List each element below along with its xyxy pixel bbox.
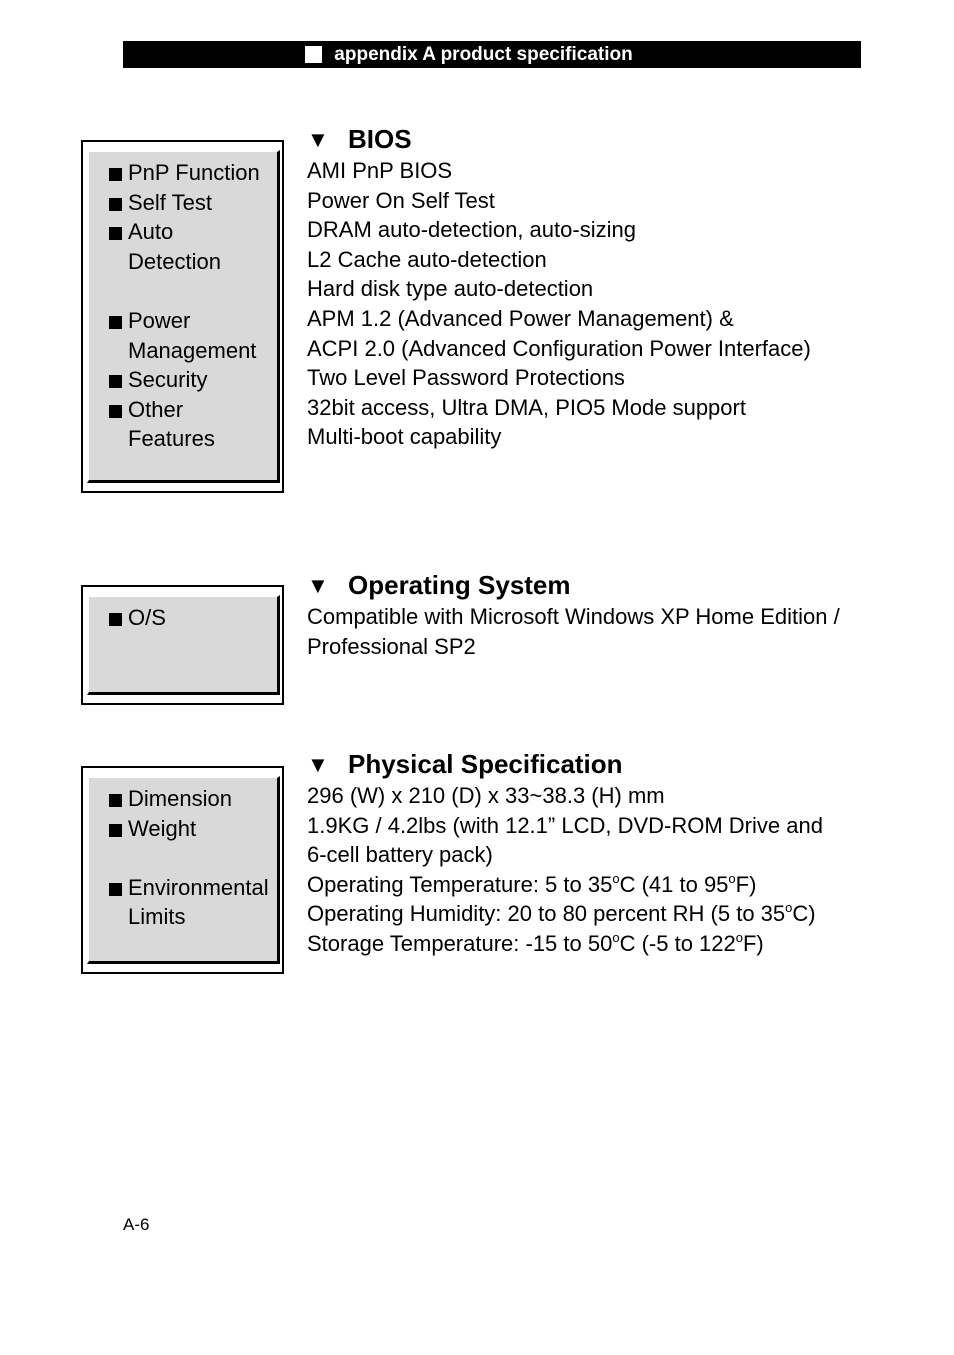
- os-side-box: [81, 585, 284, 705]
- os-side-panel: [87, 595, 280, 695]
- os-lines: [307, 602, 867, 661]
- bios-side-box: [81, 140, 284, 493]
- side-item: [108, 395, 298, 454]
- spec-line: 6-cell battery pack): [307, 842, 493, 868]
- spec-line: Storage Temperature: -15 to 50$^o$C (-5 to 122$^o$F): [307, 929, 764, 956]
- bios-side-panel: [87, 150, 280, 483]
- square-bullet-icon: [109, 168, 122, 181]
- side-item-label: Self Test: [128, 189, 212, 215]
- square-bullet-icon: [109, 824, 122, 837]
- bios-title: BIOS: [348, 124, 412, 154]
- os-title: Operating System: [348, 570, 571, 600]
- physical-side-panel: [87, 776, 280, 964]
- side-item: [108, 843, 298, 873]
- side-item: [108, 276, 298, 306]
- side-item-label: PnP Function: [128, 160, 260, 185]
- spec-line: Operating Temperature: 5 to 35$^o$C (41 to 95$^o$F): [307, 870, 757, 897]
- side-item: [108, 873, 298, 932]
- physical-section: [307, 748, 867, 959]
- triangle-down-icon: ▼: [307, 752, 329, 777]
- side-item-label: Power Management: [128, 307, 257, 363]
- spec-line: 32bit access, Ultra DMA, PIO5 Mode support: [307, 394, 746, 420]
- spec-line: Compatible with Microsoft Windows XP Home Edition /: [307, 604, 840, 629]
- degree-mark: o: [612, 929, 620, 945]
- spec-line: Hard disk type auto-detection: [307, 276, 594, 302]
- spec-line: Two Level Password Protections: [307, 365, 625, 391]
- physical-heading: [307, 748, 867, 781]
- side-item-label: Security: [128, 367, 208, 393]
- square-bullet-icon: [109, 375, 122, 388]
- square-bullet-icon: [109, 227, 122, 240]
- spec-line: DRAM auto-detection, auto-sizing: [307, 217, 636, 243]
- side-item: [108, 158, 298, 188]
- bios-section: [307, 123, 867, 452]
- physical-title: Physical Specification: [348, 749, 623, 779]
- side-item: [108, 603, 298, 633]
- square-bullet-icon: [109, 883, 122, 896]
- physical-side-box: [81, 766, 284, 974]
- side-item-label: Environmental Limits: [128, 874, 269, 930]
- page-number: A-6: [123, 1215, 150, 1234]
- square-bullet-icon: [109, 405, 122, 418]
- side-item: [108, 814, 298, 844]
- side-item: [108, 188, 298, 218]
- header-title: appendix A product specification: [334, 43, 633, 65]
- side-item: [108, 306, 298, 365]
- square-bullet-icon: [109, 316, 122, 329]
- page-header: [123, 41, 861, 68]
- side-item-label: Auto Detection: [128, 219, 221, 274]
- square-bullet-icon: [109, 794, 122, 807]
- degree-mark: o: [612, 870, 620, 886]
- bios-side-list: [108, 158, 298, 454]
- degree-mark: o: [735, 929, 743, 945]
- square-bullet-icon: [109, 198, 122, 211]
- spec-line: APM 1.2 (Advanced Power Management) &: [307, 305, 734, 331]
- square-icon: [305, 46, 322, 63]
- triangle-down-icon: ▼: [307, 573, 329, 598]
- physical-side-list: [108, 784, 298, 932]
- spec-line: Power On Self Test: [307, 187, 495, 213]
- side-item-label: Other Features: [128, 396, 215, 452]
- spec-line: L2 Cache auto-detection: [307, 246, 547, 272]
- side-item-label: O/S: [128, 605, 166, 630]
- side-item: [108, 217, 298, 276]
- square-bullet-icon: [109, 613, 122, 626]
- spec-line: Operating Humidity: 20 to 80 percent RH (5 to 35$^o$C): [307, 900, 816, 927]
- triangle-down-icon: ▼: [307, 127, 329, 152]
- spec-line: 296 (W) x 210 (D) x 33~38.3 (H) mm: [307, 783, 665, 808]
- side-item: [108, 784, 298, 814]
- spec-line: AMI PnP BIOS: [307, 158, 453, 183]
- spec-line: 1.9KG / 4.2lbs (with 12.1” LCD, DVD-ROM Drive and: [307, 812, 823, 838]
- os-section: [307, 569, 867, 661]
- spec-line: Multi-boot capability: [307, 424, 502, 450]
- bios-heading: [307, 123, 867, 156]
- side-item: [108, 365, 298, 395]
- spec-line: Professional SP2: [307, 633, 476, 659]
- os-heading: [307, 569, 867, 602]
- side-item-label: Weight: [128, 815, 197, 841]
- bios-lines: [307, 156, 867, 452]
- os-side-list: [108, 603, 298, 633]
- side-item-label: Dimension: [128, 786, 232, 811]
- degree-mark: o: [728, 870, 736, 886]
- degree-mark: o: [785, 900, 793, 916]
- physical-lines: [307, 781, 867, 959]
- spec-line: ACPI 2.0 (Advanced Configuration Power Interface): [307, 335, 811, 361]
